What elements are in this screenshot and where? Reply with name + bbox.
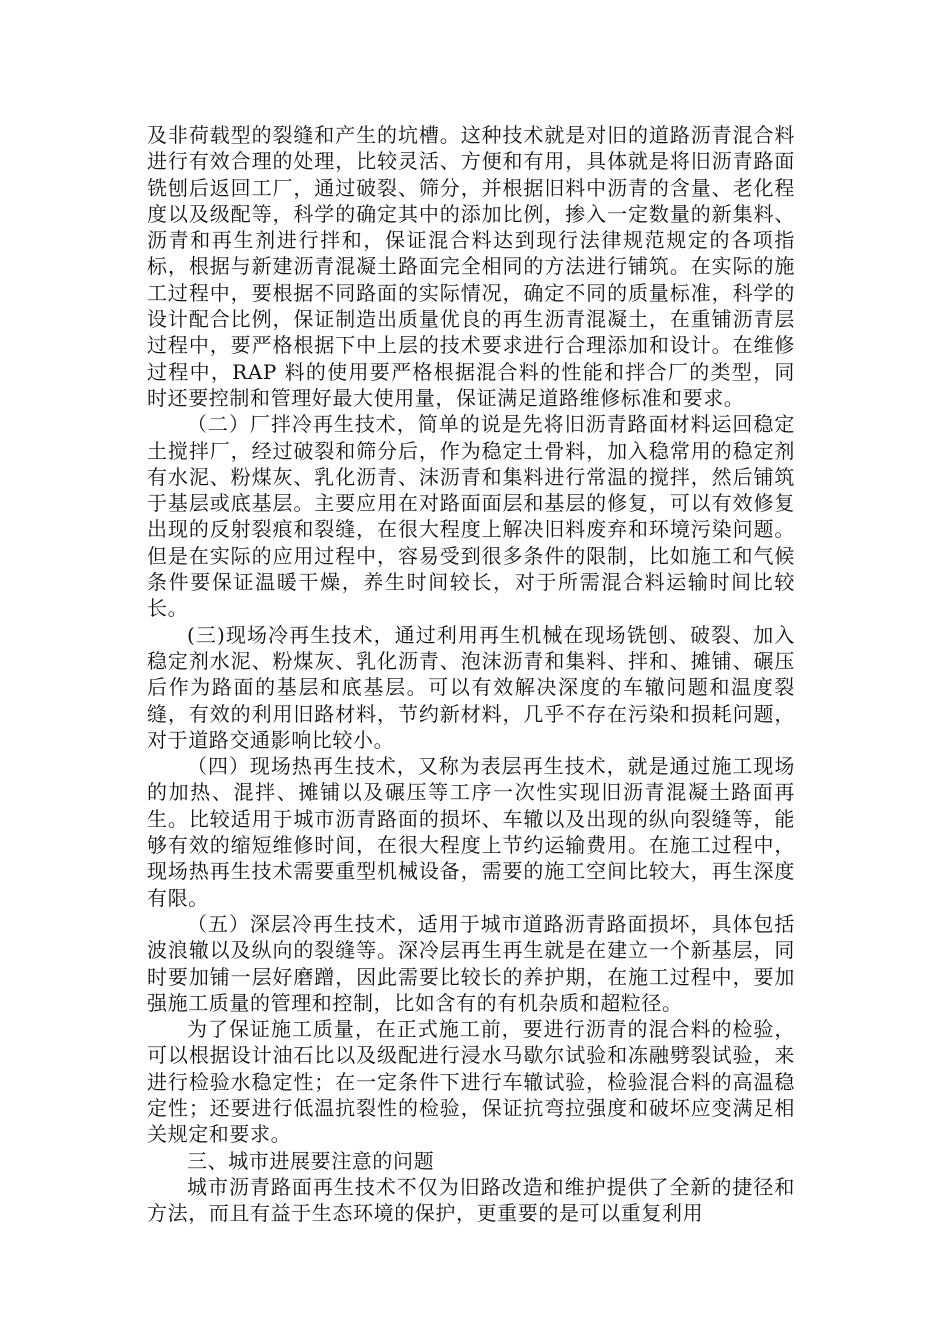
paragraph-in-place-cold-recycling: (三)现场冷再生技术，通过利用再生机械在现场铣刨、破裂、加入稳定剂水泥、粉煤灰、乳化沥青、泡沫沥青和集料、拌和、摊铺、碾压后作为路面的基层和底基层。可以有效解决深度的车辙问题和温度裂缝，有效的利用旧路材料，节约新材料，几乎不存在污染和损耗问题，对于道路交通影响比较小。 [147,622,795,752]
paragraph-continuation: 及非荷载型的裂缝和产生的坑槽。这种技术就是对旧的道路沥青混合料进行有效合理的处理，比较灵活、方便和有用，具体就是将旧沥青路面铣刨后返回工厂，通过破裂、筛分，并根据旧料中沥青的含量、老化程度以及级配等，科学的确定其中的添加比例，掺入一定数量的新集料、沥青和再生剂进行拌和，保证混合料达到现行法律规范规定的各项指标，根据与新建沥青混凝土路面完全相同的方法进行铺筑。在实际的施工过程中，要根据不同路面的实际情况，确定不同的质量标准，科学的设计配合比例，保证制造出质量优良的再生沥青混凝土，在重铺沥青层过程中，要严格根据下中上层的技术要求进行合理添加和设计。在维修过程中，RAP 料的使用要严格根据混合料的性能和拌合厂的类型，同时还要控制和管理好最大使用量，保证满足道路维修标准和要求。 [147,123,795,410]
paragraph-deep-cold-recycling: （五）深层冷再生技术，适用于城市道路沥青路面损坏，具体包括波浪辙以及纵向的裂缝等。深冷层再生再生就是在建立一个新基层，同时要加铺一层好磨蹭，因此需要比较长的养护期，在施工过程中，要加强施工质量的管理和控制，比如含有的有机杂质和超粒径。 [147,911,795,1015]
paragraph-quality-testing: 为了保证施工质量，在正式施工前，要进行沥青的混合料的检验，可以根据设计油石比以及级配进行浸水马歇尔试验和冻融劈裂试验，来进行检验水稳定性；在一定条件下进行车辙试验，检验混合料的高温稳定性；还要进行低温抗裂性的检验，保证抗弯拉强度和破坏应变满足相关规定和要求。 [147,1017,795,1147]
section-heading: 三、城市进展要注意的问题 [187,1148,435,1173]
paragraph-section-intro: 城市沥青路面再生技术不仅为旧路改造和维护提供了全新的捷径和方法，而且有益于生态环境的保护，更重要的是可以重复利用 [147,1174,795,1226]
document-page [147,122,795,1226]
paragraph-in-place-hot-recycling: （四）现场热再生技术，又称为表层再生技术，就是通过施工现场的加热、混拌、摊铺以及碾压等工序一次性实现旧沥青混凝土路面再生。比较适用于城市沥青路面的损坏、车辙以及出现的纵向裂缝等，能够有效的缩短维修时间，在很大程度上节约运输费用。在施工过程中，现场热再生技术需要重型机械设备，需要的施工空间比较大，再生深度有限。 [147,754,795,910]
paragraph-plant-cold-recycling: （二）厂拌冷再生技术，简单的说是先将旧沥青路面材料运回稳定土搅拌厂，经过破裂和筛分后，作为稳定土骨料，加入稳常用的稳定剂有水泥、粉煤灰、乳化沥青、沫沥青和集料进行常温的搅拌，然后铺筑于基层或底基层。主要应用在对路面面层和基层的修复，可以有效修复出现的反射裂痕和裂缝，在很大程度上解决旧料废弃和环境污染问题。但是在实际的应用过程中，容易受到很多条件的限制，比如施工和气候条件要保证温暖干燥，养生时间较长，对于所需混合料运输时间比较长。 [147,412,795,621]
